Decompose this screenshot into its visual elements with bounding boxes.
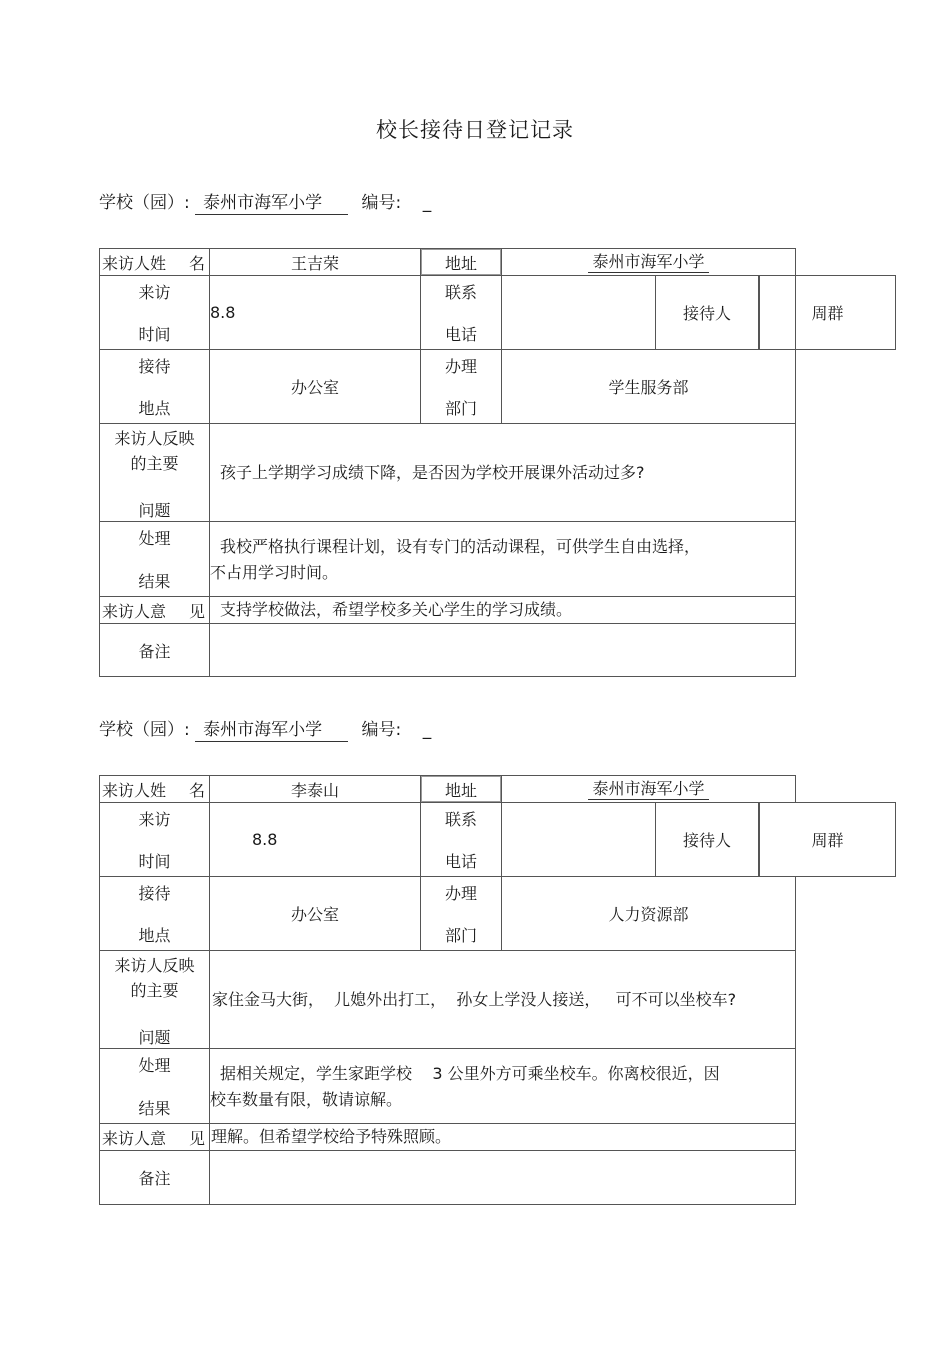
- issue: 家住金马大街， 儿媳外出打工， 孙女上学没人接送， 可不可以坐校车?: [209, 950, 796, 1049]
- dept: 人力资源部: [501, 876, 796, 951]
- contact: [501, 802, 656, 877]
- result: [209, 1048, 796, 1124]
- address-label-frame: [421, 249, 501, 275]
- opinion-label: [99, 1123, 210, 1151]
- opinion-label-b: 见: [188, 1128, 205, 1148]
- place-label-top: 接待: [138, 884, 171, 903]
- issue-label-2: 的主要: [130, 981, 179, 1000]
- place-label-bottom: 地点: [138, 399, 171, 418]
- contact-label: [420, 802, 502, 877]
- place-label-bottom: 地点: [138, 926, 171, 945]
- place-label: [99, 349, 210, 424]
- school-name: 泰州市海军小学: [195, 192, 348, 215]
- remarks: [209, 1150, 796, 1205]
- record-table-2: [99, 775, 844, 1205]
- visit-time-cell: [209, 802, 421, 877]
- visit-time: 8.8: [252, 830, 278, 849]
- visitor-name: 李泰山: [209, 775, 421, 803]
- opinion-label-a: 来访人意: [102, 601, 167, 621]
- address-label: 地址: [420, 248, 502, 276]
- address-value: 泰州市海军小学: [588, 252, 708, 273]
- result-label: [99, 521, 210, 597]
- address-label: 地址: [420, 775, 502, 803]
- contact-label-bottom: 电话: [444, 325, 477, 344]
- dept-label-bottom: 部门: [444, 399, 477, 418]
- visitor-name-label-a: 来访人姓: [102, 253, 167, 273]
- contact-label-bottom: 电话: [444, 852, 477, 871]
- place: 办公室: [209, 876, 421, 951]
- visit-time-label: [99, 275, 210, 350]
- contact-label: [420, 275, 502, 350]
- school-label: 学校（园）:: [99, 720, 190, 740]
- visit-time-label-bottom: 时间: [138, 852, 171, 871]
- visitor-name-label-a: 来访人姓: [102, 780, 167, 800]
- remarks-label: 备注: [99, 1150, 210, 1205]
- opinion-label-b: 见: [188, 601, 205, 621]
- contact-label-top: 联系: [444, 810, 477, 829]
- opinion-label-a: 来访人意: [102, 1128, 167, 1148]
- issue-label-2: 的主要: [130, 454, 179, 473]
- result: [209, 521, 796, 597]
- place-label-top: 接待: [138, 357, 171, 376]
- visit-time-cell: [209, 275, 421, 350]
- opinion: 理解。但希望学校给予特殊照顾。: [209, 1123, 796, 1151]
- visitor-name-label-b: 名: [188, 780, 205, 800]
- visit-time-label: [99, 802, 210, 877]
- result-line-1: 我校严格执行课程计划，设有专门的活动课程，可供学生自由选择，: [220, 537, 701, 556]
- remarks-label: 备注: [99, 623, 210, 677]
- address-label-frame: [421, 776, 501, 802]
- visitor-name: 王吉荣: [209, 248, 421, 276]
- issue-label-1: 来访人反映: [114, 429, 195, 448]
- visit-time-label-top: 来访: [138, 283, 171, 302]
- opinion: 支持学校做法，希望学校多关心学生的学习成绩。: [209, 596, 796, 624]
- remarks: [209, 623, 796, 677]
- dept-label-top: 办理: [444, 884, 477, 903]
- visit-time-label-top: 来访: [138, 810, 171, 829]
- school-label: 学校（园）:: [99, 193, 190, 213]
- issue-label: [99, 950, 210, 1049]
- dept-label: [420, 349, 502, 424]
- school-line-2: [99, 715, 431, 742]
- visit-time: 8.8: [210, 303, 236, 322]
- result-label: [99, 1048, 210, 1124]
- result-label-bottom: 结果: [138, 572, 171, 591]
- result-label-top: 处理: [138, 1056, 171, 1075]
- dept: 学生服务部: [501, 349, 796, 424]
- number-label: 编号:: [361, 720, 402, 740]
- issue-label: [99, 423, 210, 522]
- number-value: _: [422, 193, 432, 213]
- receiver: 周群: [758, 802, 896, 877]
- visitor-name-label-b: 名: [188, 253, 205, 273]
- result-label-bottom: 结果: [138, 1099, 171, 1118]
- visit-time-label-bottom: 时间: [138, 325, 171, 344]
- dept-label-bottom: 部门: [444, 926, 477, 945]
- issue-label-3: 问题: [138, 1028, 171, 1047]
- issue-label-3: 问题: [138, 501, 171, 520]
- issue-label-1: 来访人反映: [114, 956, 195, 975]
- result-line-2: 校车数量有限，敬请谅解。: [210, 1090, 403, 1109]
- result-label-top: 处理: [138, 529, 171, 548]
- receiver: 周群: [758, 275, 896, 350]
- place: 办公室: [209, 349, 421, 424]
- receiver-label: 接待人: [655, 802, 759, 877]
- address-value: 泰州市海军小学: [588, 779, 708, 800]
- number-value: _: [422, 720, 432, 740]
- address-cell: [501, 775, 796, 803]
- receiver-label: 接待人: [655, 275, 759, 350]
- contact-label-top: 联系: [444, 283, 477, 302]
- school-name: 泰州市海军小学: [195, 719, 348, 742]
- dept-label: [420, 876, 502, 951]
- place-label: [99, 876, 210, 951]
- dept-label-top: 办理: [444, 357, 477, 376]
- visitor-name-label: [99, 248, 210, 276]
- contact: [501, 275, 656, 350]
- address-cell: [501, 248, 796, 276]
- opinion-label: [99, 596, 210, 624]
- issue: 孩子上学期学习成绩下降，是否因为学校开展课外活动过多?: [209, 423, 796, 522]
- page-title: 校长接待日登记记录: [376, 118, 574, 142]
- school-line-1: [99, 188, 431, 215]
- visitor-name-label: [99, 775, 210, 803]
- result-line-2: 不占用学习时间。: [210, 563, 339, 582]
- record-table-1: [99, 248, 844, 677]
- number-label: 编号:: [361, 193, 402, 213]
- result-line-1: 据相关规定，学生家距学校 3 公里外方可乘坐校车。你离校很近，因: [220, 1064, 720, 1083]
